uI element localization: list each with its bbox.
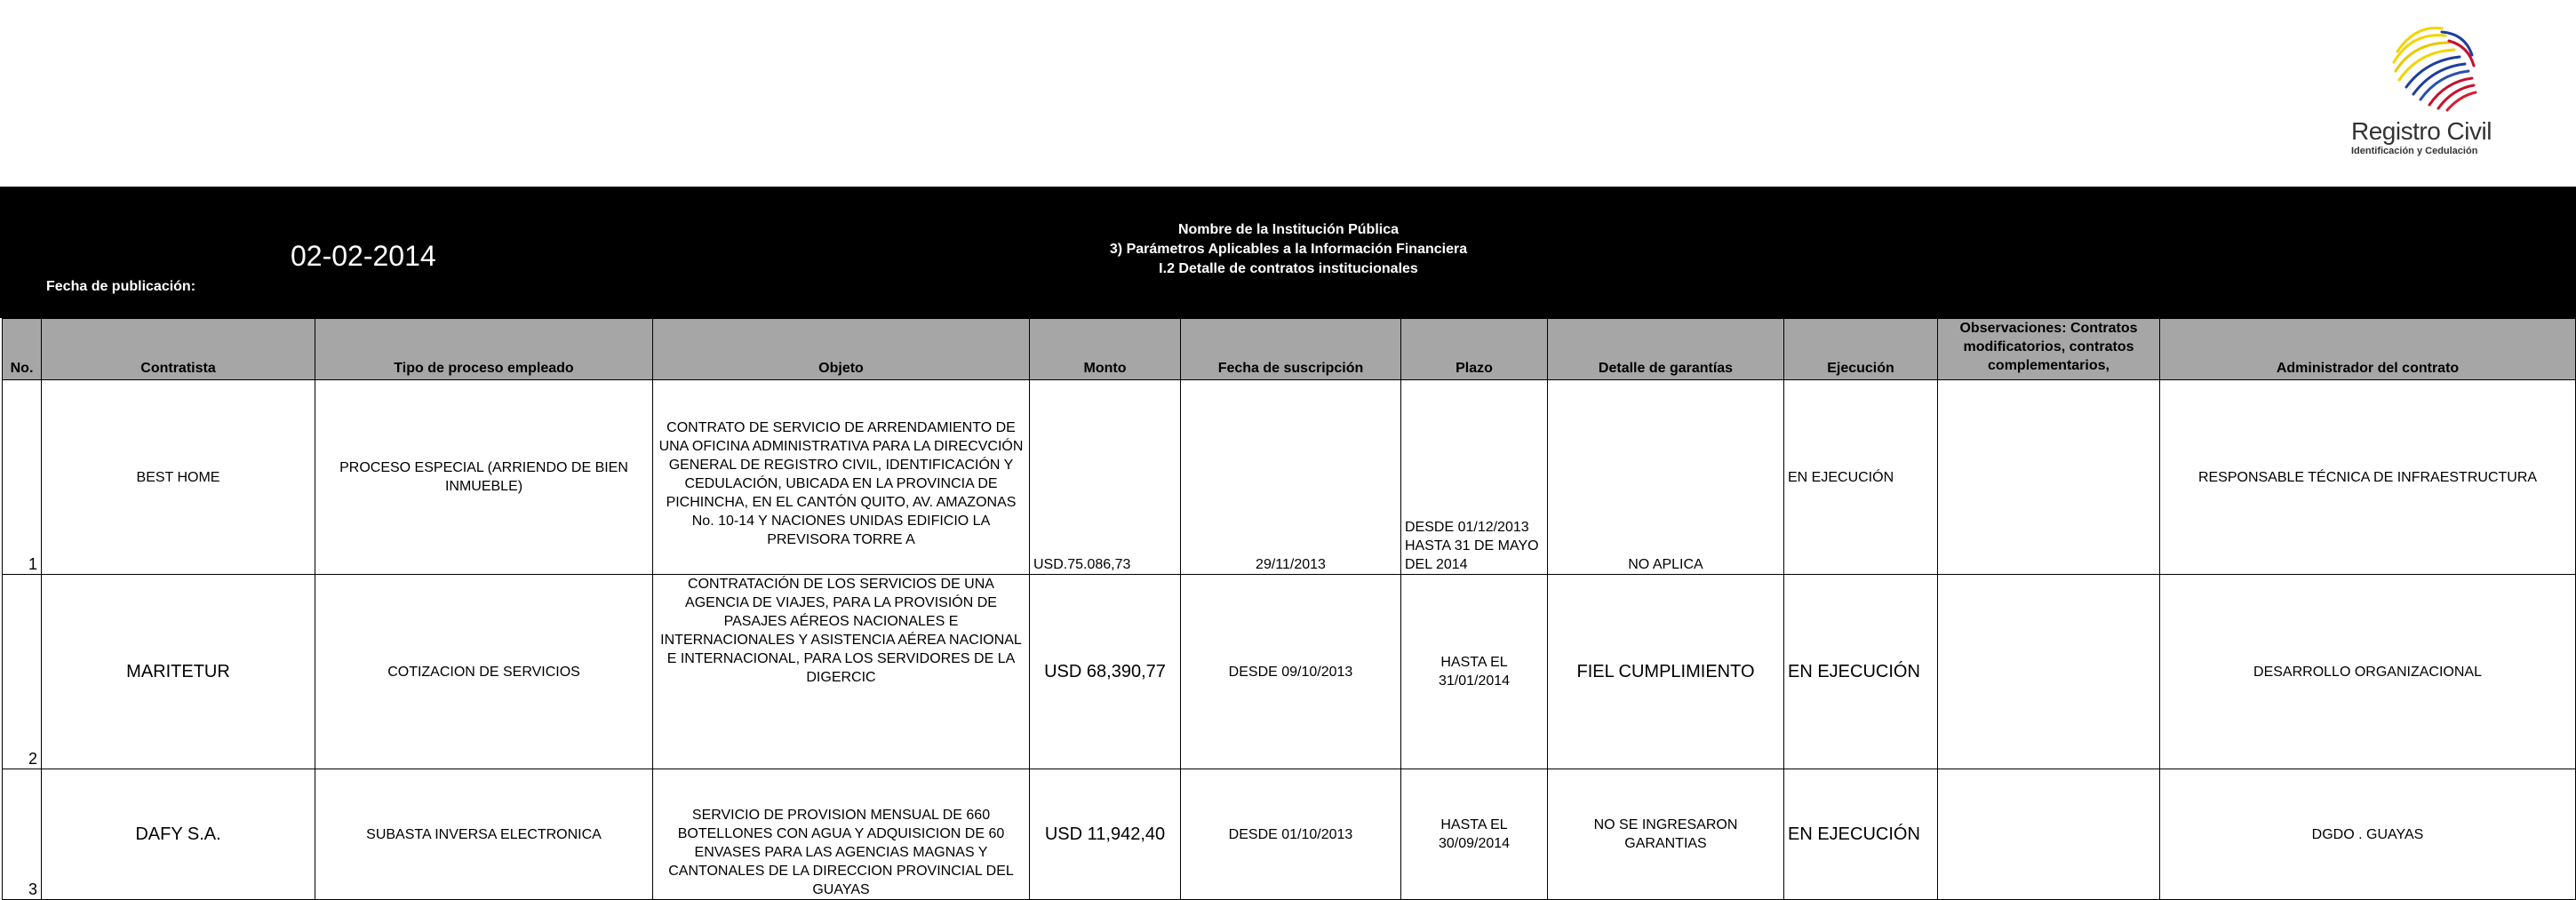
cell-contratista: BEST HOME (42, 380, 315, 575)
cell-no: 3 (3, 769, 42, 900)
cell-ejecucion: EN EJECUCIÓN (1784, 380, 1938, 575)
cell-monto: USD 11,942,40 (1030, 769, 1181, 900)
column-header-observaciones: Observaciones: Contratos modificatorios, contratos complementarios, (1938, 319, 2160, 380)
cell-contratista: DAFY S.A. (42, 769, 315, 900)
cell-monto: USD 68,390,77 (1030, 575, 1181, 769)
cell-objeto (653, 380, 1030, 575)
cell-contratista: MARITETUR (42, 575, 315, 769)
document-header-band (0, 187, 2576, 318)
column-header-monto: Monto (1030, 319, 1181, 380)
cell-fecha: 29/11/2013 (1181, 380, 1401, 575)
cell-garantias: NO APLICA (1548, 380, 1784, 575)
column-header-objeto: Objeto (653, 319, 1030, 380)
column-header-contratista: Contratista (42, 319, 315, 380)
cell-no: 2 (3, 575, 42, 769)
section-title: 3) Parámetros Aplicables a la Información Financiera (1109, 242, 1468, 257)
column-header-garantias: Detalle de garantías (1548, 319, 1784, 380)
document-title-block (977, 220, 1599, 279)
cell-garantias: NO SE INGRESARON GARANTIAS (1548, 769, 1784, 900)
logo-title: Registro Civil (2351, 117, 2492, 145)
cell-fecha: DESDE 09/10/2013 (1181, 575, 1401, 769)
table-row (3, 769, 2576, 900)
column-header-no: No. (3, 319, 42, 380)
column-header-ejecucion: Ejecución (1784, 319, 1938, 380)
logo-subtitle: Identificación y Cedulación (2351, 146, 2478, 156)
cell-objeto-text: CONTRATO DE SERVICIO DE ARRENDAMIENTO DE UNA OFICINA ADMINISTRATIVA PARA LA DIRECVCIÓN GENERAL DE REGISTRO CIVIL, IDENTIFICACIÓN Y CEDULACIÓN, UBICADA EN LA PROVINCIA DE PICHINCHA, EN EL CANTÓN QUITO, AV. AMAZONAS No. 10-14 Y NACIONES UNIDAS EDIFICIO LA PREVISORA TORRE A (658, 420, 1024, 547)
column-header-fecha: Fecha de suscripción (1181, 319, 1401, 380)
cell-tipo: SUBASTA INVERSA ELECTRONICA (315, 769, 653, 900)
column-header-administrador: Administrador del contrato (2160, 319, 2576, 380)
cell-observaciones (1938, 575, 2160, 769)
cell-plazo: HASTA EL 31/01/2014 (1401, 575, 1548, 769)
contracts-table (2, 318, 2576, 900)
cell-tipo: PROCESO ESPECIAL (ARRIENDO DE BIEN INMUEBLE) (315, 380, 653, 575)
cell-administrador: DESARROLLO ORGANIZACIONAL (2160, 575, 2576, 769)
cell-observaciones (1938, 769, 2160, 900)
cell-fecha: DESDE 01/10/2013 (1181, 769, 1401, 900)
cell-plazo: DESDE 01/12/2013 HASTA 31 DE MAYO DEL 2014 (1401, 380, 1548, 575)
column-header-plazo: Plazo (1401, 319, 1548, 380)
registro-civil-logo (2328, 16, 2506, 163)
cell-plazo: HASTA EL 30/09/2014 (1401, 769, 1548, 900)
publication-date: 02-02-2014 (291, 240, 436, 272)
cell-garantias: FIEL CUMPLIMIENTO (1548, 575, 1784, 769)
cell-observaciones (1938, 380, 2160, 575)
column-header-tipo: Tipo de proceso empleado (315, 319, 653, 380)
cell-no: 1 (3, 380, 42, 575)
cell-objeto: SERVICIO DE PROVISION MENSUAL DE 660 BOTELLONES CON AGUA Y ADQUISICION DE 60 ENVASES PARA LAS AGENCIAS MAGNAS Y CANTONALES DE LA DIRECCION PROVINCIAL DEL GUAYAS (653, 769, 1030, 900)
table-header-row (3, 319, 2576, 380)
publication-date-label: Fecha de publicación: (46, 279, 196, 294)
table-row (3, 380, 2576, 575)
cell-objeto: CONTRATACIÓN DE LOS SERVICIOS DE UNA AGENCIA DE VIAJES, PARA LA PROVISIÓN DE PASAJES AÉREOS NACIONALES E INTERNACIONALES Y ASISTENCIA AÉREA NACIONAL E INTERNACIONAL, PARA LOS SERVIDORES DE LA DIGERCIC (653, 575, 1030, 769)
cell-ejecucion: EN EJECUCIÓN (1784, 769, 1938, 900)
subsection-title: I.2 Detalle de contratos institucionales (1159, 261, 1418, 276)
cell-monto: USD.75.086,73 (1030, 380, 1181, 575)
fingerprint-flag-icon (2380, 16, 2486, 115)
cell-ejecucion: EN EJECUCIÓN (1784, 575, 1938, 769)
cell-tipo: COTIZACION DE SERVICIOS (315, 575, 653, 769)
cell-administrador: DGDO . GUAYAS (2160, 769, 2576, 900)
table-row (3, 575, 2576, 769)
institution-name: Nombre de la Institución Pública (1177, 222, 1400, 237)
cell-administrador: RESPONSABLE TÉCNICA DE INFRAESTRUCTURA (2160, 380, 2576, 575)
